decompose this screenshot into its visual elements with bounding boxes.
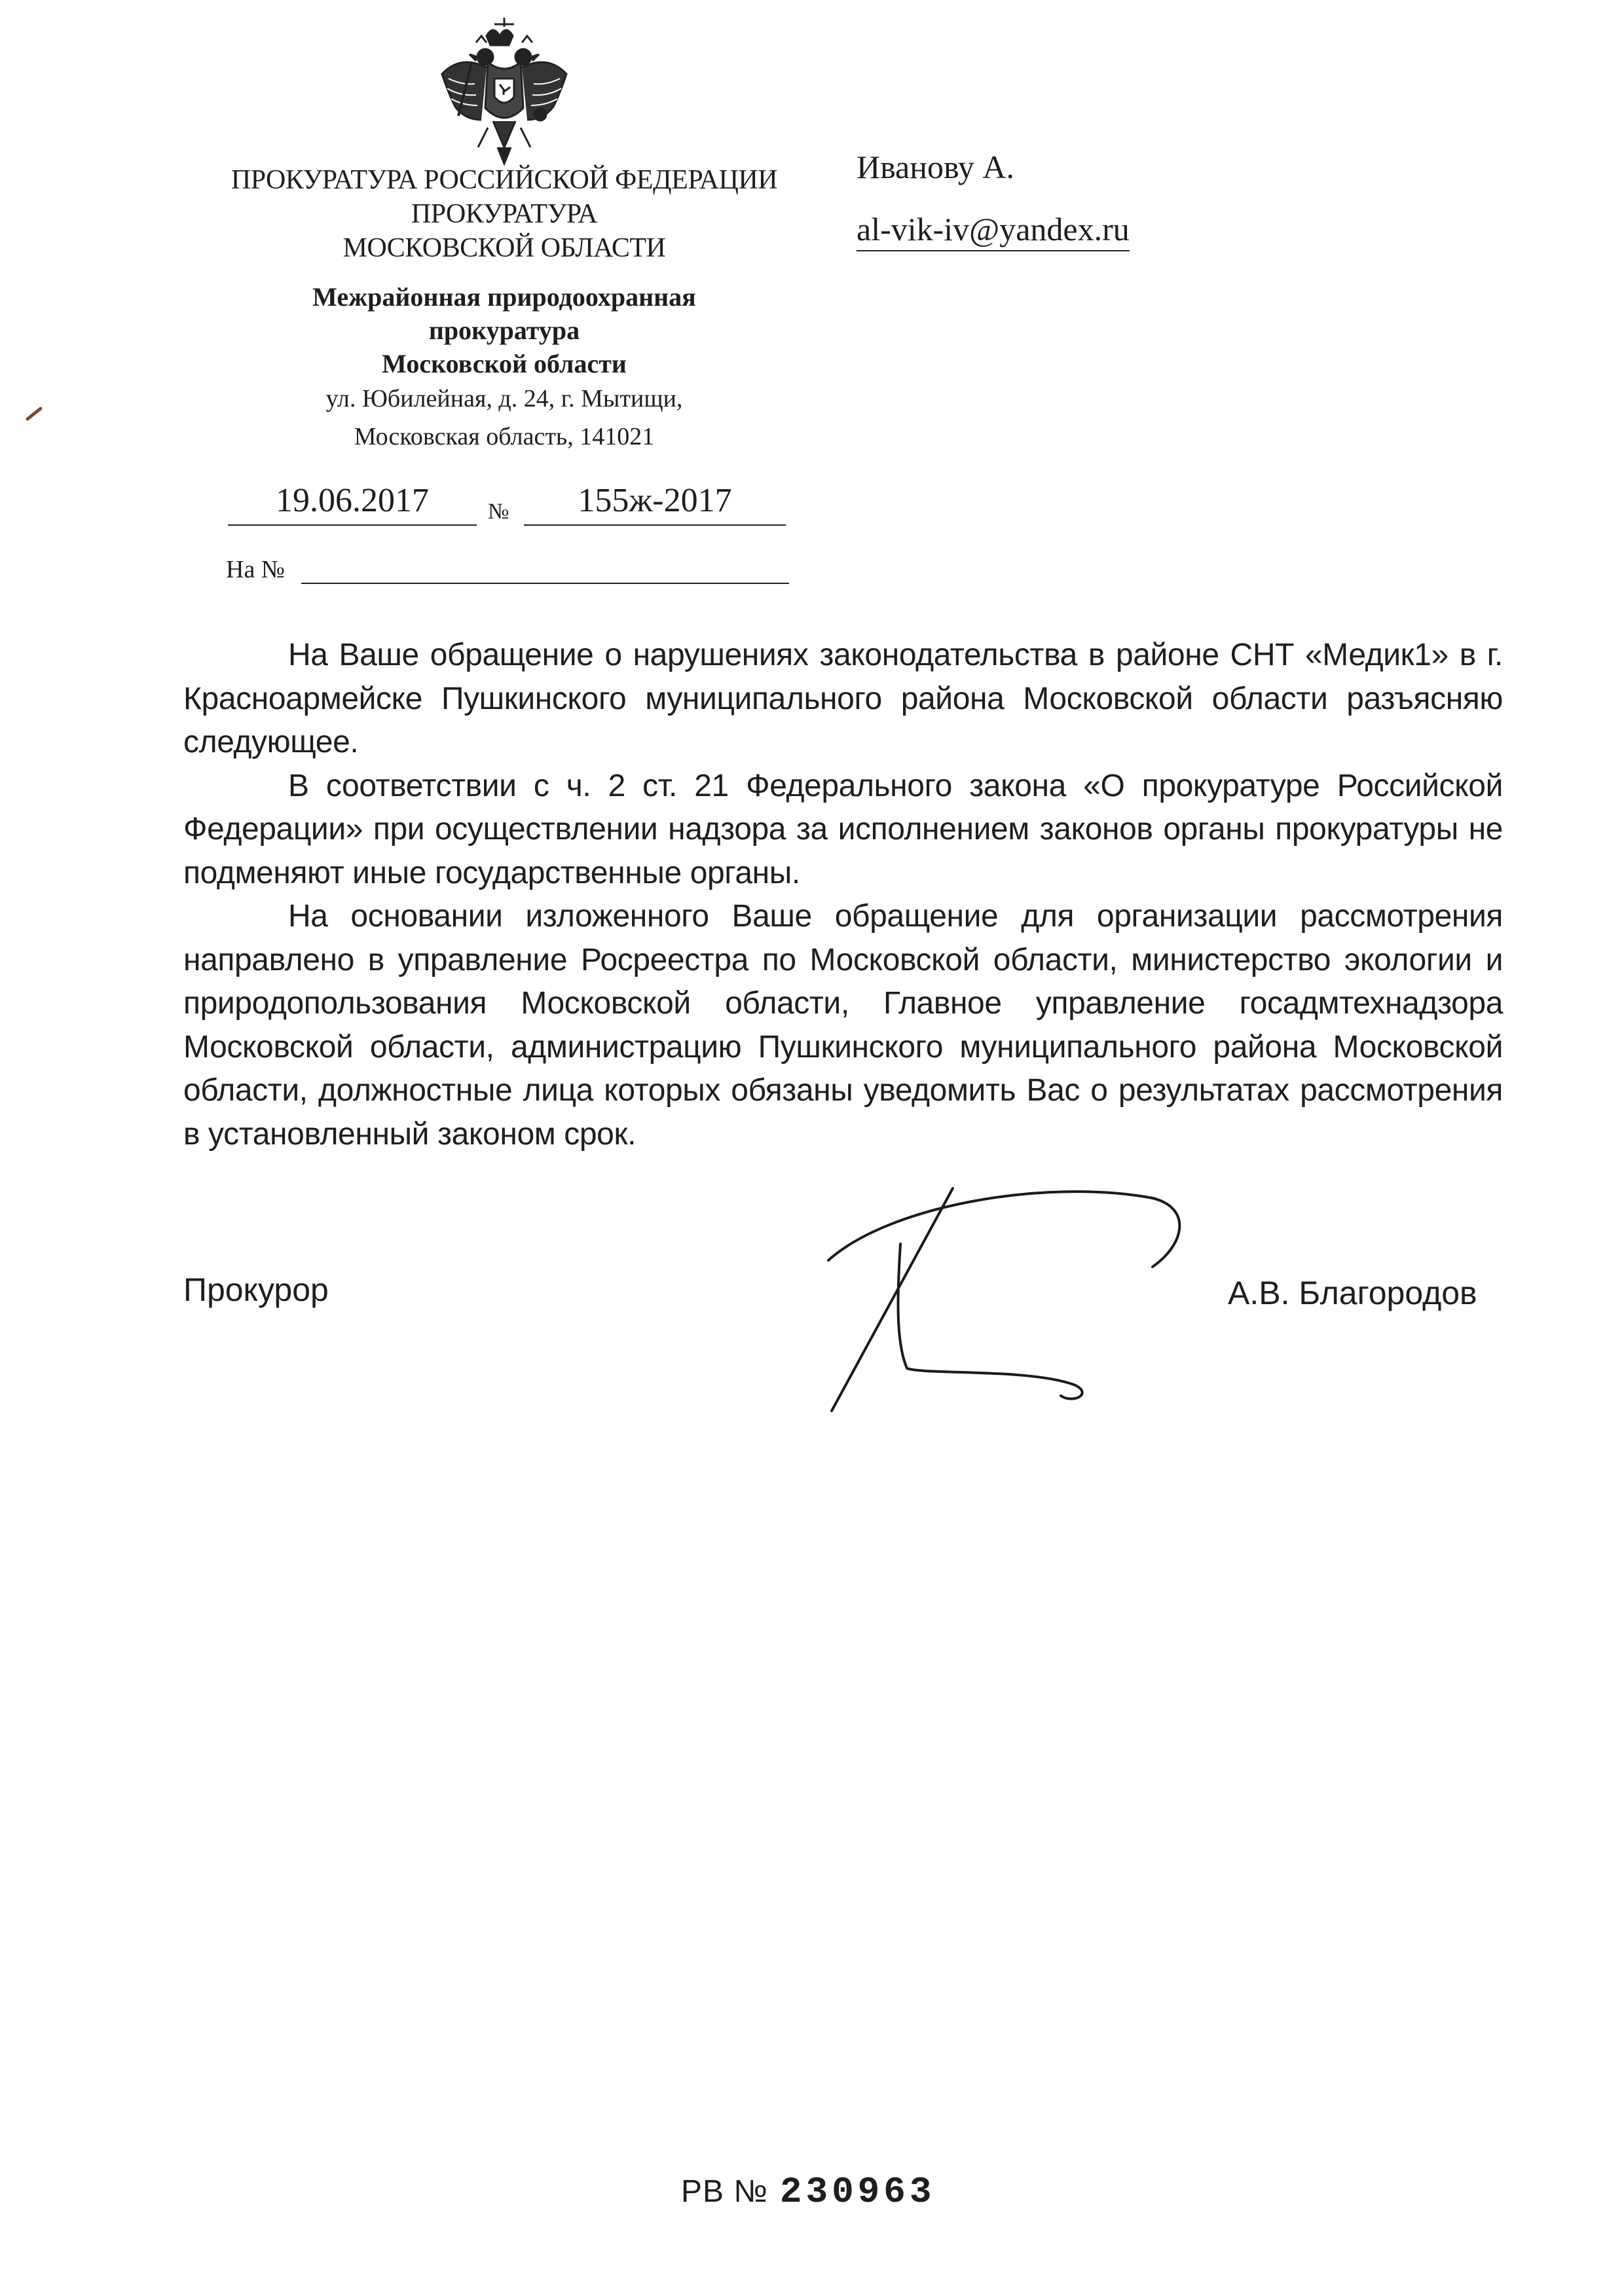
body-paragraph-3: На основании изложенного Ваше обращение для организации рассмотрения направлено в управление Росреестра по Московской области, министерство экологии и природопользования Московской области, Главное управление госадмтехнадзора Московской области, администрацию Пушкинского муниципального района Московской области, должностные лица которых обязаны уведомить Вас о результатах рассмотрения в установленный законом срок. — [183, 899, 1503, 1152]
serial-prefix: РВ № — [681, 2174, 768, 2209]
address-line1: ул. Юбилейная, д. 24, г. Мытищи, — [325, 385, 683, 412]
letter-body — [183, 634, 1503, 1156]
form-serial — [681, 2172, 936, 2212]
registration-date: 19.06.2017 — [228, 481, 477, 526]
dept-name-line1: Межрайонная природоохранная — [312, 282, 696, 312]
body-paragraph-2: В соответствии с ч. 2 ст. 21 Федерального закона «О прокуратуре Российской Федерации» при осуществлении надзора за исполнением законов органы прокуратуры не подменяют иные государственные органы. — [183, 768, 1503, 890]
signer-name: А.В. Благородов — [1228, 1275, 1477, 1311]
number-sign: № — [488, 500, 509, 524]
registration-number: 155ж-2017 — [524, 481, 786, 526]
dept-name-line3: Московской области — [382, 349, 627, 378]
body-paragraph-1: На Ваше обращение о нарушениях законодательства в районе СНТ «Медик1» в г. Красноармейске Пушкинского муниципального района Московской области разъясняю следующее. — [183, 638, 1503, 759]
serial-number: 230963 — [779, 2171, 936, 2213]
org-name-line2: ПРОКУРАТУРА — [411, 199, 598, 229]
reply-to-label: На № — [226, 556, 286, 583]
signer-position: Прокурор — [183, 1271, 329, 1308]
margin-mark-icon — [25, 405, 45, 422]
address-line2: Московская область, 141021 — [354, 423, 655, 450]
addressee-name: Иванову А. — [857, 149, 1015, 185]
coat-of-arms-emblem-icon — [435, 16, 573, 173]
reply-to-field — [301, 583, 789, 584]
handwritten-signature-icon — [812, 1152, 1231, 1440]
dept-name-line2: прокуратура — [428, 316, 580, 345]
addressee-email: al-vik-iv@yandex.ru — [857, 210, 1130, 251]
org-name-line1: ПРОКУРАТУРА РОССИЙСКОЙ ФЕДЕРАЦИИ — [231, 165, 778, 195]
org-name-line3: МОСКОВСКОЙ ОБЛАСТИ — [342, 233, 666, 263]
